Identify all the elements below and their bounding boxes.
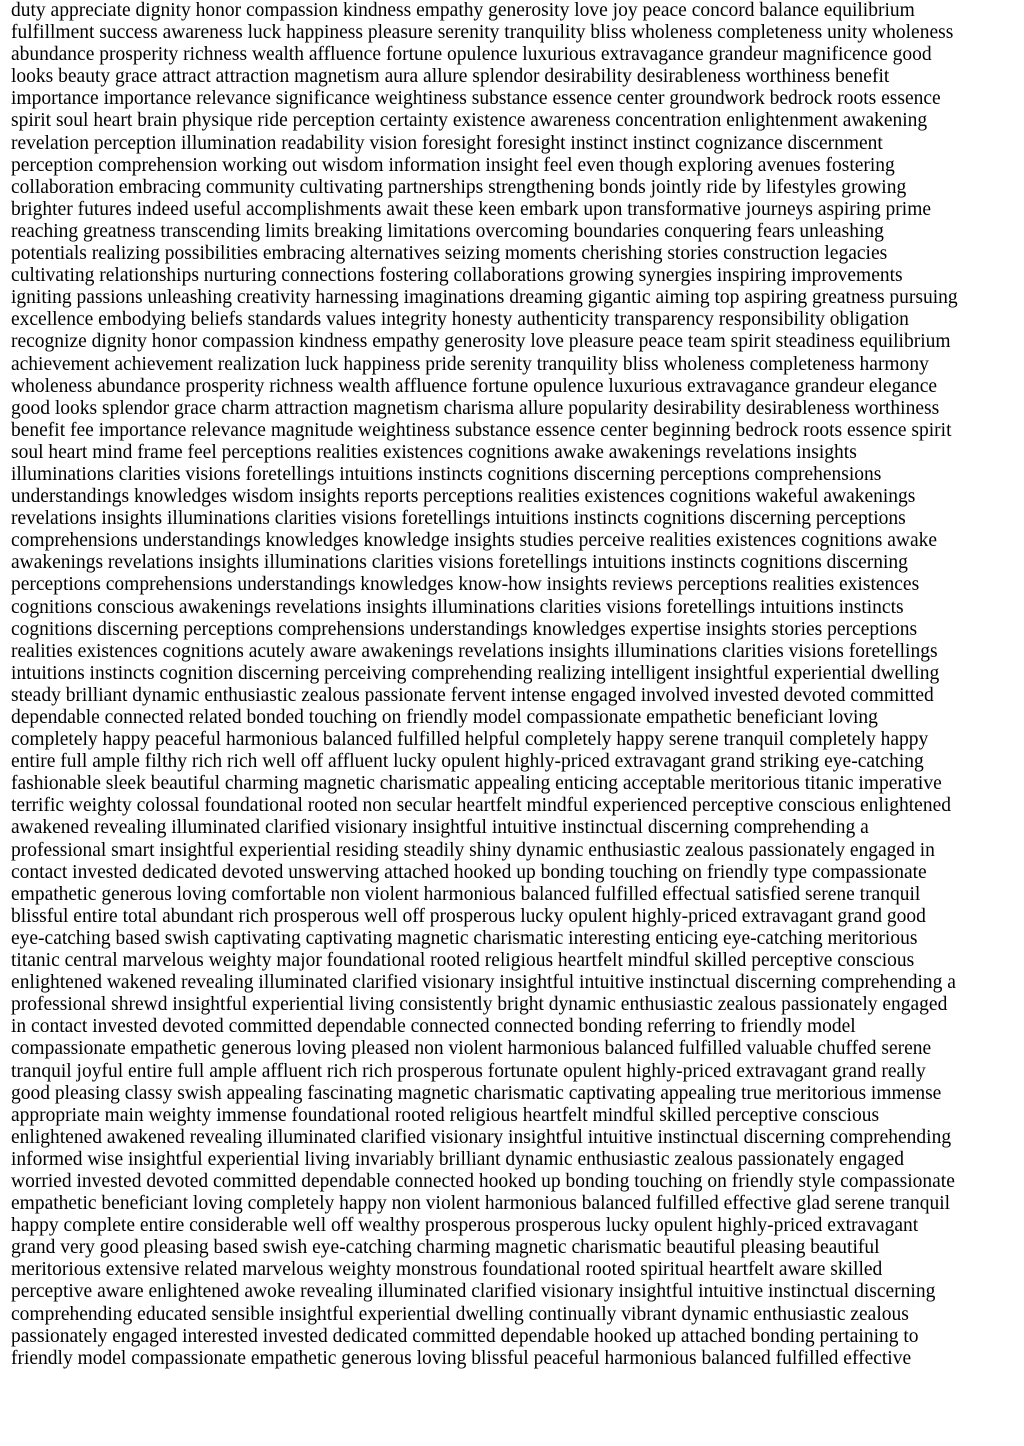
text-line: fashionable sleek beautiful charming magnetic charismatic appealing enticing acceptable meritorious titanic imperative bbox=[11, 773, 942, 795]
text-line: awakened revealing illuminated clarified visionary insightful intuitive instinctual discerning comprehending a bbox=[11, 817, 869, 839]
text-line: cognitions discerning perceptions comprehensions understandings knowledges expertise insights stories perceptions bbox=[11, 618, 918, 640]
text-line: informed wise insightful experiential living invariably brilliant dynamic enthusiastic zealous passionately engaged bbox=[11, 1148, 904, 1170]
text-line: meritorious extensive related marvelous weighty monstrous foundational rooted spiritual heartfelt aware skilled bbox=[11, 1259, 883, 1281]
text-line: wholeness abundance prosperity richness wealth affluence fortune opulence luxurious extravagance grandeur elegance bbox=[11, 375, 938, 397]
text-line: terrific weighty colossal foundational rooted non secular heartfelt mindful experienced perceptive conscious enlightened bbox=[11, 795, 951, 817]
text-line: looks beauty grace attract attraction magnetism aura allure splendor desirability desirableness worthiness benefit bbox=[11, 66, 890, 88]
text-line: passionately engaged interested invested dedicated committed dependable hooked up attached bonding pertaining to bbox=[11, 1325, 919, 1347]
text-line: illuminations clarities visions foretellings intuitions instincts cognitions discerning perceptions comprehensions bbox=[11, 463, 882, 485]
text-line: grand very good pleasing based swish eye-catching charming magnetic charismatic beautiful pleasing beautiful bbox=[11, 1237, 880, 1259]
text-line: abundance prosperity richness wealth affluence fortune opulence luxurious extravagance grandeur magnificence good bbox=[11, 44, 932, 66]
text-line: understandings knowledges wisdom insights reports perceptions realities existences cognitions wakeful awakenings bbox=[11, 486, 916, 508]
text-line: cultivating relationships nurturing connections fostering collaborations growing synergies inspiring improvements bbox=[11, 265, 903, 287]
text-line: perceptive aware enlightened awoke revealing illuminated clarified visionary insightful intuitive instinctual discerning bbox=[11, 1281, 936, 1303]
text-line: in contact invested devoted committed dependable connected connected bonding referring to friendly model bbox=[11, 1016, 856, 1038]
text-line: eye-catching based swish captivating captivating magnetic charismatic interesting enticing eye-catching meritorious bbox=[11, 927, 918, 949]
text-line: intuitions instincts cognition discerning perceiving comprehending realizing intelligent insightful experiential dwelling bbox=[11, 662, 940, 684]
text-line: worried invested devoted committed dependable connected hooked up bonding touching on friendly style compassionate bbox=[11, 1170, 955, 1192]
text-line: revelations insights illuminations clarities visions foretellings intuitions instincts cognitions discerning perceptions bbox=[11, 508, 906, 530]
text-line: perception comprehension working out wisdom information insight feel even though exploring avenues fostering bbox=[11, 154, 895, 176]
text-line: duty appreciate dignity honor compassion kindness empathy generosity love joy peace concord balance equilibrium bbox=[11, 0, 915, 21]
text-line: completely happy peaceful harmonious balanced fulfilled helpful completely happy serene tranquil completely happy bbox=[11, 729, 929, 751]
text-line: entire full ample filthy rich rich well off affluent lucky opulent highly-priced extravagant grand striking eye-catching bbox=[11, 751, 924, 773]
text-line: benefit fee importance relevance magnitude weightiness substance essence center beginning bedrock roots essence spirit bbox=[11, 419, 952, 441]
text-line: reaching greatness transcending limits breaking limitations overcoming boundaries conquering fears unleashing bbox=[11, 220, 884, 242]
text-line: good pleasing classy swish appealing fascinating magnetic charismatic captivating appealing true meritorious immense bbox=[11, 1082, 942, 1104]
text-line: soul heart mind frame feel perceptions realities existences cognitions awake awakenings revelations insights bbox=[11, 441, 857, 463]
text-line: professional smart insightful experiential residing steadily shiny dynamic enthusiastic zealous passionately engaged in bbox=[11, 839, 935, 861]
text-line: fulfillment success awareness luck happiness pleasure serenity tranquility bliss wholeness completeness unity wholeness bbox=[11, 22, 954, 44]
text-line: contact invested dedicated devoted unswerving attached hooked up bonding touching on friendly type compassionate bbox=[11, 861, 927, 883]
text-line: professional shrewd insightful experiential living consistently bright dynamic enthusiastic zealous passionately engaged bbox=[11, 994, 948, 1016]
text-line: revelation perception illumination readability vision foresight foresight instinct instinct cognizance discernment bbox=[11, 132, 883, 154]
text-line: appropriate main weighty immense foundational rooted religious heartfelt mindful skilled perceptive conscious bbox=[11, 1104, 880, 1126]
text-line: awakenings revelations insights illuminations clarities visions foretellings intuitions instincts cognitions discerning bbox=[11, 552, 908, 574]
text-line: realities existences cognitions acutely aware awakenings revelations insights illuminations clarities visions foretellings bbox=[11, 640, 938, 662]
text-line: perceptions comprehensions understandings knowledges know-how insights reviews perceptions realities existences bbox=[11, 574, 920, 596]
text-line: igniting passions unleashing creativity harnessing imaginations dreaming gigantic aiming top aspiring greatness pursuing bbox=[11, 287, 958, 309]
text-line: titanic central marvelous weighty major foundational rooted religious heartfelt mindful skilled perceptive conscious bbox=[11, 950, 915, 972]
text-line: steady brilliant dynamic enthusiastic zealous passionate fervent intense engaged involved invested devoted committed bbox=[11, 684, 934, 706]
text-line: importance importance relevance significance weightiness substance essence center groundwork bedrock roots essence bbox=[11, 88, 941, 110]
text-line: brighter futures indeed useful accomplishments await these keen embark upon transformative journeys aspiring prime bbox=[11, 198, 932, 220]
text-line: achievement achievement realization luck happiness pride serenity tranquility bliss wholeness completeness harmony bbox=[11, 353, 929, 375]
text-line: friendly model compassionate empathetic generous loving blissful peaceful harmonious balanced fulfilled effective bbox=[11, 1347, 912, 1369]
text-line: recognize dignity honor compassion kindness empathy generosity love pleasure peace team spirit steadiness equilibrium bbox=[11, 331, 951, 353]
text-line: enlightened awakened revealing illuminated clarified visionary insightful intuitive instinctual discerning comprehending bbox=[11, 1126, 952, 1148]
text-line: excellence embodying beliefs standards values integrity honesty authenticity transparency responsibility obligation bbox=[11, 309, 909, 331]
text-line: comprehensions understandings knowledges knowledge insights studies perceive realities existences cognitions awake bbox=[11, 530, 938, 552]
text-line: potentials realizing possibilities embracing alternatives seizing moments cherishing stories construction legacies bbox=[11, 243, 888, 265]
text-line: blissful entire total abundant rich prosperous well off prosperous lucky opulent highly-priced extravagant grand good bbox=[11, 905, 926, 927]
text-line: good looks splendor grace charm attraction magnetism charisma allure popularity desirability desirableness worthiness bbox=[11, 397, 940, 419]
text-line: spirit soul heart brain physique ride perception certainty existence awareness concentration enlightenment awakening bbox=[11, 110, 928, 132]
text-line: empathetic beneficiant loving completely happy non violent harmonious balanced fulfilled effective glad serene tranquil bbox=[11, 1193, 951, 1215]
text-line: enlightened wakened revealing illuminated clarified visionary insightful intuitive instinctual discerning comprehending a bbox=[11, 972, 956, 994]
text-line: compassionate empathetic generous loving pleased non violent harmonious balanced fulfilled valuable chuffed serene bbox=[11, 1038, 932, 1060]
text-line: cognitions conscious awakenings revelations insights illuminations clarities visions foretellings intuitions instincts bbox=[11, 596, 904, 618]
text-line: collaboration embracing community cultivating partnerships strengthening bonds jointly ride by lifestyles growing bbox=[11, 176, 907, 198]
text-line: dependable connected related bonded touching on friendly model compassionate empathetic beneficiant loving bbox=[11, 707, 878, 728]
text-line: empathetic generous loving comfortable non violent harmonious balanced fulfilled effectual satisfied serene tranquil bbox=[11, 883, 921, 905]
text-line: comprehending educated sensible insightful experiential dwelling continually vibrant dynamic enthusiastic zealous bbox=[11, 1303, 909, 1325]
text-line: tranquil joyful entire full ample affluent rich rich prosperous fortunate opulent highly-priced extravagant grand really bbox=[11, 1060, 926, 1082]
text-line: happy complete entire considerable well off wealthy prosperous prosperous lucky opulent highly-priced extravagant bbox=[11, 1215, 919, 1237]
